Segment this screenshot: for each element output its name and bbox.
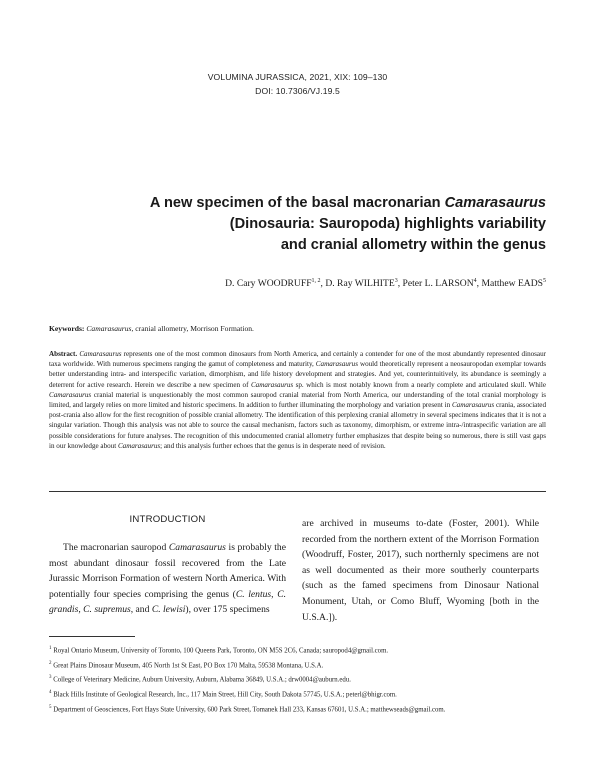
doi[interactable]: DOI: 10.7306/VJ.19.5 <box>255 86 340 96</box>
author-separator: , <box>397 278 403 290</box>
abstract-genus: Camarasaurus <box>315 360 358 369</box>
abstract-text: would theoretically represent a neosauropodan exemplar towards better understanding intra- and interspecific variation, dimorphism, and life history development and strategies. And yet, counterintuitively, its abundance is seemingly a deterrent for active research. Herein we describe a new specimen of <box>49 360 546 389</box>
abstract-text: sp. which is most notably known from a nearly complete and articulated skull. While <box>293 380 546 389</box>
footnote-text: College of Veterinary Medicine, Auburn University, Auburn, Alabama 36849, U.S.A.; drw0004@auburn.edu. <box>53 676 351 684</box>
author-list <box>126 278 546 289</box>
author-name: Peter L. LARSON <box>402 278 474 290</box>
intro-text: , and <box>130 604 152 616</box>
intro-text: , <box>271 588 278 600</box>
footnote <box>49 702 549 717</box>
section-divider <box>49 491 546 492</box>
abstract-genus: Camarasaurus <box>451 401 495 410</box>
author-affiliation: 4 <box>473 278 477 284</box>
abstract-genus: Camarasaurus <box>79 350 122 358</box>
section-heading-introduction: INTRODUCTION <box>129 514 206 525</box>
abstract <box>49 349 546 451</box>
intro-text: The macronarian sauropod <box>63 542 169 553</box>
footnote-number: 1 <box>49 646 52 651</box>
keywords-rest: , cranial allometry, Morrison Formation. <box>131 324 254 333</box>
abstract-genus: Camarasaurus <box>117 441 161 450</box>
species-name: C. lewisi <box>151 604 186 616</box>
paper-title <box>126 193 546 256</box>
footnote-text: Royal Ontario Museum, University of Toronto, 100 Queens Park, Toronto, ON M5S 2C6, Canada; sauropod4@gmail.com. <box>53 647 389 655</box>
footnote-number: 3 <box>49 675 52 681</box>
footnote-divider <box>49 636 135 637</box>
column-right <box>302 516 539 625</box>
author-name: D. Ray WILHITE <box>325 278 395 290</box>
title-genus: Camarasaurus <box>444 195 546 211</box>
footnote-text: Great Plains Dinosaur Museum, 405 North 1st St East, PO Box 170 Malta, 59538 Montana, U.S.A. <box>53 661 324 669</box>
author-affiliation: 3 <box>394 278 398 284</box>
intro-text: is probably the most abundant dinosaur fossil recovered from the Late Jurassic Morrison Formation of western North America. With potentially four species comprising the genus ( <box>49 542 286 600</box>
abstract-text: ; and this analysis further echoes that the genus is in desperate need of revision. <box>160 441 386 450</box>
author-name: D. Cary WOODRUFF <box>225 278 312 290</box>
footnote <box>49 687 549 702</box>
footnote <box>49 672 549 687</box>
keywords <box>49 324 546 333</box>
footnote-number: 5 <box>49 704 52 710</box>
title-line2: (Dinosauria: Sauropoda) highlights variability <box>229 216 546 232</box>
abstract-genus: Camarasaurus <box>49 390 92 399</box>
keyword-genus: Camarasaurus <box>86 324 132 333</box>
species-name: C. lentus <box>235 588 272 600</box>
footnote <box>49 643 549 658</box>
abstract-text: crania, associated post-crania also allow for the first recognition of possible cranial allometry. The identification of this perplexing cranial allometry in several specimens indicates that it is not a singular variation. Though this analysis was not able to source the causal mechanism, factors such as taxonomy, dimorphism, or extreme intra-/intraspecific variation are all possible considerations for future analyses. The recognition of this undocumented cranial allometry further emphasizes that despite being so numerous, there is still vast gaps in our knowledge about <box>49 401 546 450</box>
footnote-number: 2 <box>49 660 52 666</box>
column-left <box>49 540 286 618</box>
footnotes <box>49 643 549 716</box>
title-line3: and cranial allometry within the genus <box>280 237 546 253</box>
journal-citation: VOLUMINA JURASSICA, 2021, XIX: 109–130 <box>207 72 388 82</box>
title-line1-text: A new specimen of the basal macronarian <box>149 195 445 211</box>
abstract-text: cranial material is unquestionably the most common sauropod cranial material from North America, our understanding of the total cranial morphology is limited, and largely relies on more limited and historic specimens. In addition to further illuminating the morphology and variation present in <box>49 390 546 410</box>
intro-paragraph-continued: are archived in museums to-date (Foster, 2001). While recorded from the northern extent of the Morrison Formation (Woodruff, Foster, 2017), such northernly specimens are not as well documented as their more southerly counterparts (such as the famed specimens from Dinosaur National Monument, Utah, or Como Bluff, Wyoming [both in the U.S.A.]). <box>302 518 539 623</box>
species-name: C. supremus <box>83 604 131 616</box>
footnote <box>49 658 549 673</box>
intro-genus: Camarasaurus <box>168 542 226 553</box>
footnote-text: Black Hills Institute of Geological Research, Inc., 117 Main Street, Hill City, South Dakota 57745, U.S.A.; peterl@bhigr.com. <box>53 691 397 699</box>
author-affiliation: 5 <box>543 278 546 284</box>
intro-paragraph <box>49 540 286 618</box>
intro-text: ), over 175 specimens <box>185 604 270 616</box>
abstract-text: represents one of the most common dinosaurs from North America, and certainly a contender for one of the most abundantly represented dinosaur taxa worldwide. With numerous specimens ranging the gamut of completeness and maturity, <box>49 350 546 369</box>
species-name: C. grandis <box>49 588 286 616</box>
author-separator: , <box>476 278 482 290</box>
intro-text: , <box>78 604 84 616</box>
author-separator: , <box>320 278 326 290</box>
abstract-label: Abstract. <box>49 350 78 358</box>
author-name: Matthew EADS <box>481 278 543 290</box>
footnote-number: 4 <box>49 690 52 696</box>
footnote-text: Department of Geosciences, Fort Hays State University, 600 Park Street, Tomanek Hall 233, Kansas 67601, U.S.A.; matthewseads@gmail.com. <box>53 705 446 713</box>
author-affiliation: 1, 2 <box>311 278 321 284</box>
abstract-genus: Camarasaurus <box>250 380 294 389</box>
keywords-label: Keywords: <box>49 324 85 333</box>
